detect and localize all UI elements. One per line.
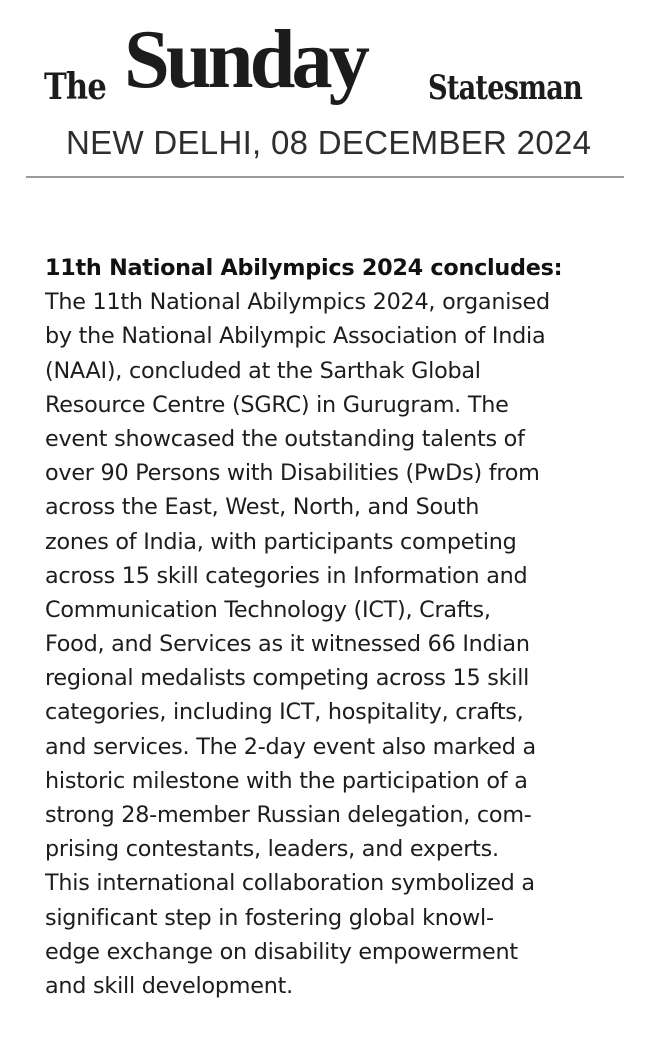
article-line: The 11th National Abilympics 2024, organised bbox=[45, 289, 550, 316]
article-line: Communication Technology (ICT), Crafts, bbox=[45, 596, 491, 623]
article-line: historic milestone with the participation of a bbox=[45, 767, 528, 794]
article-line: and skill development. bbox=[45, 972, 293, 999]
article-headline: 11th National Abilympics 2024 concludes: bbox=[45, 255, 563, 281]
article-line: across 15 skill categories in Information and bbox=[45, 562, 528, 589]
article-line: This international collaboration symbolized a bbox=[45, 870, 535, 897]
dateline: NEW DELHI, 08 DECEMBER 2024 bbox=[66, 124, 592, 161]
article-line: by the National Abilympic Association of India bbox=[45, 323, 546, 350]
article-line: event showcased the outstanding talents of bbox=[45, 425, 525, 452]
masthead-the: The bbox=[44, 66, 106, 108]
article-line: Resource Centre (SGRC) in Gurugram. The bbox=[45, 391, 509, 418]
article-body bbox=[45, 251, 645, 1003]
article-line: categories, including ICT, hospitality, crafts, bbox=[45, 699, 524, 726]
article-line: prising contestants, leaders, and experts. bbox=[45, 836, 499, 863]
article-line: across the East, West, North, and South bbox=[45, 494, 480, 521]
article-line: zones of India, with participants competing bbox=[45, 528, 517, 555]
article-line: Food, and Services as it witnessed 66 Indian bbox=[45, 631, 530, 658]
article-line: (NAAI), concluded at the Sarthak Global bbox=[45, 357, 481, 384]
masthead-sunday: Sunday bbox=[124, 13, 366, 106]
article-line: over 90 Persons with Disabilities (PwDs) from bbox=[45, 460, 540, 487]
article-line: strong 28-member Russian delegation, com- bbox=[45, 802, 532, 828]
masthead-statesman: Statesman bbox=[428, 68, 582, 108]
article-line: edge exchange on disability empowerment bbox=[45, 938, 518, 965]
article-line: regional medalists competing across 15 skill bbox=[45, 665, 530, 692]
masthead-logo bbox=[40, 13, 620, 112]
article-line: and services. The 2-day event also marked a bbox=[45, 733, 536, 760]
divider-rule bbox=[26, 176, 624, 178]
article-line: significant step in fostering global knowl- bbox=[45, 904, 494, 931]
